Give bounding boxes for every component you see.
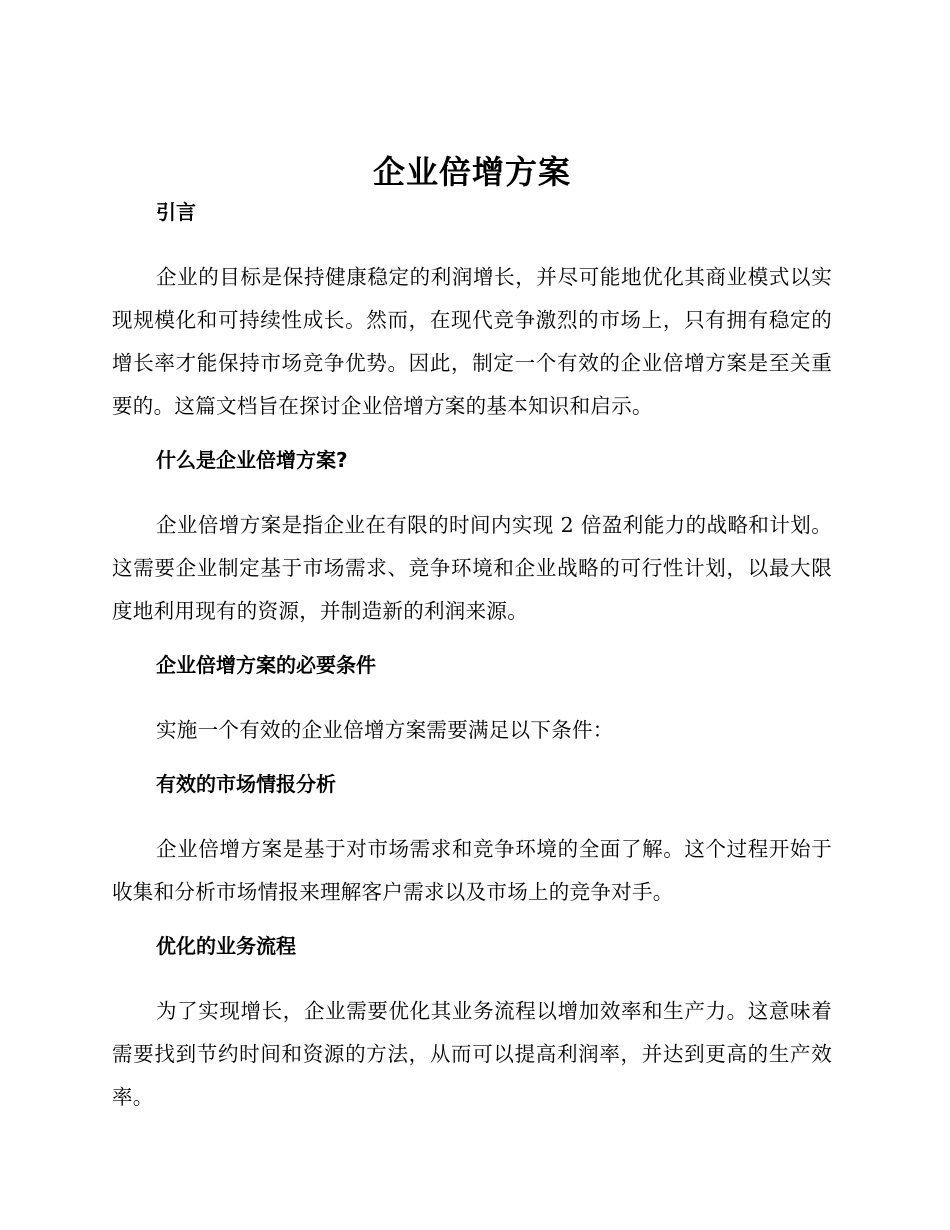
section-paragraph-requirements: 实施一个有效的企业倍增方案需要满足以下条件： [156, 718, 614, 742]
spacer [112, 914, 832, 932]
spacer [112, 798, 832, 828]
spacer [112, 679, 832, 709]
section-paragraph-market-analysis: 企业倍增方案是基于对市场需求和竞争环境的全面了解。这个过程开始于收集和分析市场情报来理解客户需求以及市场上的竞争对手。 [112, 837, 832, 904]
section-paragraph-process: 为了实现增长，企业需要优化其业务流程以增加效率和生产力。这意味着需要找到节约时间和资源的方法，从而可以提高利润率，并达到更高的生产效率。 [112, 999, 832, 1109]
spacer [112, 428, 832, 446]
spacer [112, 226, 832, 256]
spacer [112, 633, 832, 651]
section-heading-requirements: 企业倍增方案的必要条件 [156, 653, 376, 677]
spacer [112, 474, 832, 504]
section-paragraph-what-is: 企业倍增方案是指企业在有限的时间内实现 2 倍盈利能力的战略和计划。这需要企业制定基于市场需求、竞争环境和企业战略的可行性计划，以最大限度地利用现有的资源，并制造新的利润来源。 [112, 513, 832, 623]
spacer [112, 752, 832, 770]
section-heading-market-analysis: 有效的市场情报分析 [156, 772, 336, 796]
spacer [112, 960, 832, 990]
document-title: 企业倍增方案 [372, 153, 571, 191]
section-heading-process: 优化的业务流程 [156, 934, 296, 958]
document-page [112, 150, 832, 1119]
section-heading-what-is: 什么是企业倍增方案? [156, 448, 348, 472]
section-heading-intro: 引言 [156, 200, 196, 224]
section-paragraph-intro: 企业的目标是保持健康稳定的利润增长，并尽可能地优化其商业模式以实现规模化和可持续性成长。然而，在现代竞争激烈的市场上，只有拥有稳定的增长率才能保持市场竞争优势。因此，制定一个有效的企业倍增方案是至关重要的。这篇文档旨在探讨企业倍增方案的基本知识和启示。 [112, 265, 832, 418]
